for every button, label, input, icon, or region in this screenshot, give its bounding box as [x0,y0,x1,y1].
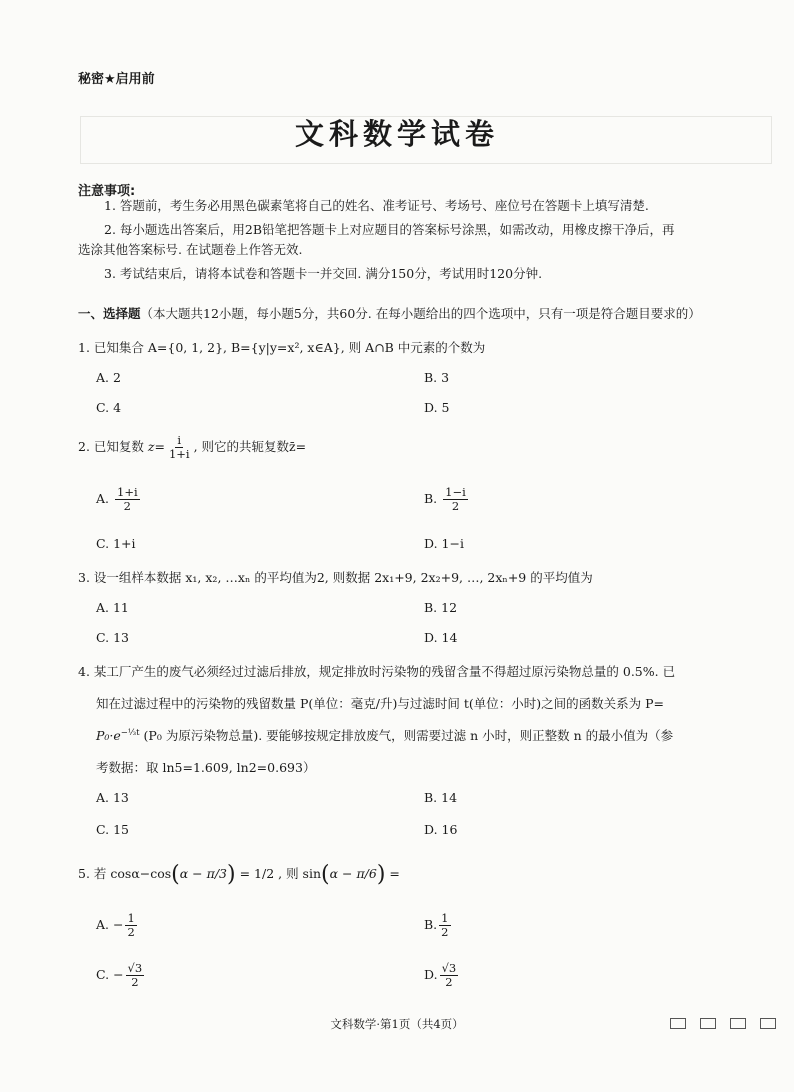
section-desc: （本大题共12小题，每小题5分，共60分. 在每小题给出的四个选项中，只有一项是符合题目要求的） [140,306,701,321]
question-5-stem: 5. 若 cosα−cos(α − π/3) = 1/2 , 则 sin(α − π/6) = [78,862,400,887]
q5-d-den: 2 [445,975,453,989]
q5-b-num: 1 [441,911,449,925]
q2-post: , 则它的共轭复数z̄= [193,439,307,454]
notice-item-2-cont: 选涂其他答案标号. 在试题卷上作答无效. [78,242,303,257]
q1-option-a: A. 2 [96,370,121,385]
section-heading [78,304,701,322]
q3-option-d: D. 14 [424,630,458,645]
score-boxes [670,1018,776,1029]
q5-b-frac [439,912,450,939]
q5-a-label: A. − [96,917,124,932]
score-box [670,1018,686,1029]
q4-line-3-text: (P₀ 为原污染物总量). 要能够按规定排放废气，则需要过滤 n 小时，则正整数 n 的最小值为（参 [139,728,674,743]
q5-c-den: 2 [131,975,139,989]
q5-arg-1: α − π/3 [179,866,228,881]
question-4-line-3 [96,726,673,744]
q5-option-b [424,912,453,939]
q5-option-c [96,962,146,989]
q5-c-num: √3 [127,961,143,975]
q2-frac-num: i [177,433,182,447]
notice-heading: 注意事项: [78,184,136,199]
page-footer: 文科数学·第1页（共4页） [330,1017,464,1031]
q1-option-b: B. 3 [424,370,450,385]
confidential-mark: 秘密★启用前 [78,72,155,87]
q4-formula: P₀·e [96,728,121,743]
q5-pre: 5. 若 cosα−cos [78,866,172,881]
q2-b-frac [443,486,468,513]
q4-option-d: D. 16 [424,822,458,837]
q2-a-label: A. [96,491,110,506]
q2-option-c: C. 1+i [96,536,136,551]
q2-frac-den: 1+i [168,447,190,461]
q5-d-frac [440,962,459,989]
score-box [700,1018,716,1029]
score-box [760,1018,776,1029]
question-4-line-4: 考数据：取 ln5=1.609, ln2=0.693） [96,760,316,775]
q1-option-c: C. 4 [96,400,122,415]
q2-a-den: 2 [123,499,131,513]
question-4-line-1: 4. 某工厂产生的废气必须经过过滤后排放，规定排放时污染物的残留含量不得超过原污染物总量的 0.5%. 已 [78,664,676,679]
q5-a-den: 2 [127,925,135,939]
q5-eq: = 1/2 , 则 sin [235,866,322,881]
q5-b-label: B. [424,917,438,932]
q3-option-b: B. 12 [424,600,458,615]
q2-fraction [167,434,192,461]
q5-arg-2: α − π/6 [329,866,377,881]
q2-pre: 2. 已知复数 [78,439,144,454]
question-2-stem [78,434,306,461]
q4-option-a: A. 13 [96,790,129,805]
q2-z: z= [147,439,165,454]
q2-a-num: 1+i [117,485,138,499]
q5-c-label: C. − [96,967,124,982]
notice-item-2: 2. 每小题选出答案后，用2B铅笔把答题卡上对应题目的答案标号涂黑，如需改动，用橡皮擦干净后，再 [104,222,675,237]
q2-b-num: 1−i [445,485,466,499]
q5-post: = [385,866,400,881]
q4-option-c: C. 15 [96,822,129,837]
q5-a-frac [125,912,136,939]
q2-option-d: D. 1−i [424,536,464,551]
q2-option-b [424,486,470,513]
q5-option-a [96,912,139,939]
q2-option-a [96,486,142,513]
q2-b-den: 2 [451,499,460,513]
q2-a-frac [115,486,140,513]
q2-b-label: B. [424,491,438,506]
q5-a-num: 1 [127,911,135,925]
section-name: 一、选择题 [78,306,141,321]
question-1-stem: 1. 已知集合 A={0, 1, 2}, B={y|y=x², x∈A}, 则 A∩B 中元素的个数为 [78,340,486,355]
q1-option-d: D. 5 [424,400,450,415]
exam-title: 文科数学试卷 [294,117,499,151]
notice-item-3: 3. 考试结束后，请将本试卷和答题卡一并交回. 满分150分，考试用时120分钟. [104,266,543,281]
q3-option-a: A. 11 [96,600,129,615]
q3-option-c: C. 13 [96,630,129,645]
q5-c-frac [126,962,145,989]
q4-option-b: B. 14 [424,790,458,805]
question-4-line-2: 知在过滤过程中的污染物的残留数量 P(单位：毫克/升)与过滤时间 t(单位：小时)之间的函数关系为 P= [96,696,664,711]
q5-d-label: D. [424,967,438,982]
q5-d-num: √3 [441,961,457,975]
q4-exponent: −⅓t [120,727,140,738]
q5-option-d [424,962,460,989]
q5-b-den: 2 [441,925,449,939]
question-3-stem: 3. 设一组样本数据 x₁, x₂, …xₙ 的平均值为2, 则数据 2x₁+9, 2x₂+9, …, 2xₙ+9 的平均值为 [78,570,593,585]
notice-item-1: 1. 答题前，考生务必用黑色碳素笔将自己的姓名、准考证号、考场号、座位号在答题卡上填写清楚. [104,198,649,213]
score-box [730,1018,746,1029]
